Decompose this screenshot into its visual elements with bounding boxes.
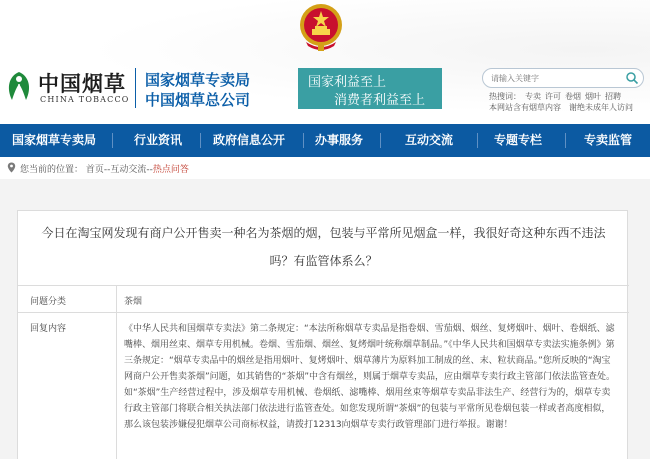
tobacco-leaf-icon (4, 70, 34, 104)
slogan-line-1: 国家利益至上 (308, 75, 387, 90)
slogan-line-2: 消费者利益至上 (334, 93, 426, 108)
logo-chinese-text: 中国烟草 (38, 72, 126, 96)
breadcrumb-prefix: 您当前的位置： (20, 165, 84, 175)
hot-word-link[interactable]: 烟叶 (585, 92, 601, 101)
nav-separator (303, 133, 304, 148)
org-line-2: 中国烟草总公司 (145, 91, 251, 109)
nav-separator (565, 133, 566, 148)
hot-search-words (489, 91, 625, 102)
nav-separator (112, 133, 113, 148)
nav-separator (477, 133, 478, 148)
question-title: 今日在淘宝网发现有商户公开售卖一种名为茶烟的烟，包装与平常所见烟盒一样，我很好奇这种东西不违法吗？有监管体系么？ (41, 226, 606, 268)
nav-item-home[interactable]: 国家烟草专卖局 (12, 133, 97, 147)
search-icon[interactable] (625, 71, 639, 85)
breadcrumb-text (20, 162, 189, 175)
location-pin-icon (7, 162, 16, 173)
logo-english-text: CHINA TOBACCO (40, 95, 130, 104)
notice-links (489, 102, 641, 113)
slogan-banner (298, 68, 442, 109)
answer-row (18, 312, 629, 459)
hot-word-link[interactable]: 专卖 (525, 92, 541, 101)
tobacco-content-notice: 本网站含有烟草内容 (489, 103, 561, 112)
column-divider (116, 313, 117, 459)
breadcrumb-separator: -- (103, 165, 111, 175)
header (0, 0, 650, 124)
category-label: 问题分类 (30, 297, 67, 307)
breadcrumb (0, 157, 650, 179)
nav-item-industry-news[interactable]: 行业资讯 (134, 133, 183, 147)
hot-word-link[interactable]: 许可 (545, 92, 561, 101)
breadcrumb-home[interactable]: 首页 (85, 165, 104, 175)
nav-separator (380, 133, 381, 148)
minor-refusal-notice: 谢绝未成年人访问 (569, 103, 633, 112)
category-row (18, 285, 629, 312)
nav-item-interaction[interactable]: 互动交流 (405, 133, 454, 147)
nav-item-services[interactable]: 办事服务 (315, 133, 364, 147)
answer-label: 回复内容 (30, 324, 67, 334)
nav-item-supervision[interactable]: 专卖监管 (584, 133, 633, 147)
china-tobacco-logo[interactable] (4, 68, 132, 108)
main-nav (0, 124, 650, 157)
category-value: 茶烟 (124, 297, 143, 307)
nav-item-special-topics[interactable]: 专题专栏 (494, 133, 543, 147)
hot-word-link[interactable]: 招聘 (605, 92, 621, 101)
organization-name (145, 70, 250, 110)
nav-item-gov-info[interactable]: 政府信息公开 (213, 133, 286, 147)
breadcrumb-separator: -- (146, 165, 153, 175)
hot-word-link[interactable]: 卷烟 (565, 92, 581, 101)
question-panel (17, 210, 628, 459)
search-box (482, 68, 644, 88)
answer-text: 《中华人民共和国烟草专卖法》第二条规定：“本法所称烟草专卖品是指卷烟、雪茄烟、烟丝、复烤烟叶、烟叶、卷烟纸、滤嘴棒、烟用丝束、烟草专用机械。卷烟、雪茄烟、烟丝、复烤烟叶统称烟草制品。”《中华人民共和国烟草专卖法实施条例》第三条规定：“烟草专卖品中的烟丝是指用烟叶、复烤烟叶、烟草薄片为原料加工制成的丝、末、粒状商品。”您所反映的“淘宝网商户公开售卖茶烟”问题，如其销售的“茶烟”中含有烟丝，则属于烟草专卖品，应由烟草专卖行政主管部门依法监管查处。如“茶烟”生产经营过程中，涉及烟草专用机械、卷烟纸、滤嘴棒、烟用丝束等烟草专卖品非法生产、经营行为的，烟草专卖行政主管部门将联合相关执法部门依法进行监管查处。如您发现所谓“茶烟”的包装与平常所见卷烟包装一样或者高度相似，那么该包装涉嫌侵犯烟草公司商标权益，请拨打12313向烟草专卖行政管理部门进行举报。谢谢！ (124, 324, 615, 430)
org-line-1: 国家烟草专卖局 (145, 71, 251, 89)
hot-search-label: 热搜词： (489, 92, 521, 101)
national-emblem-icon (298, 2, 344, 52)
search-input[interactable] (491, 71, 621, 85)
breadcrumb-current: 热点问答 (152, 165, 189, 175)
nav-separator (200, 133, 201, 148)
column-divider (116, 286, 117, 313)
breadcrumb-section[interactable]: 互动交流 (110, 165, 147, 175)
logo-divider (135, 68, 136, 108)
